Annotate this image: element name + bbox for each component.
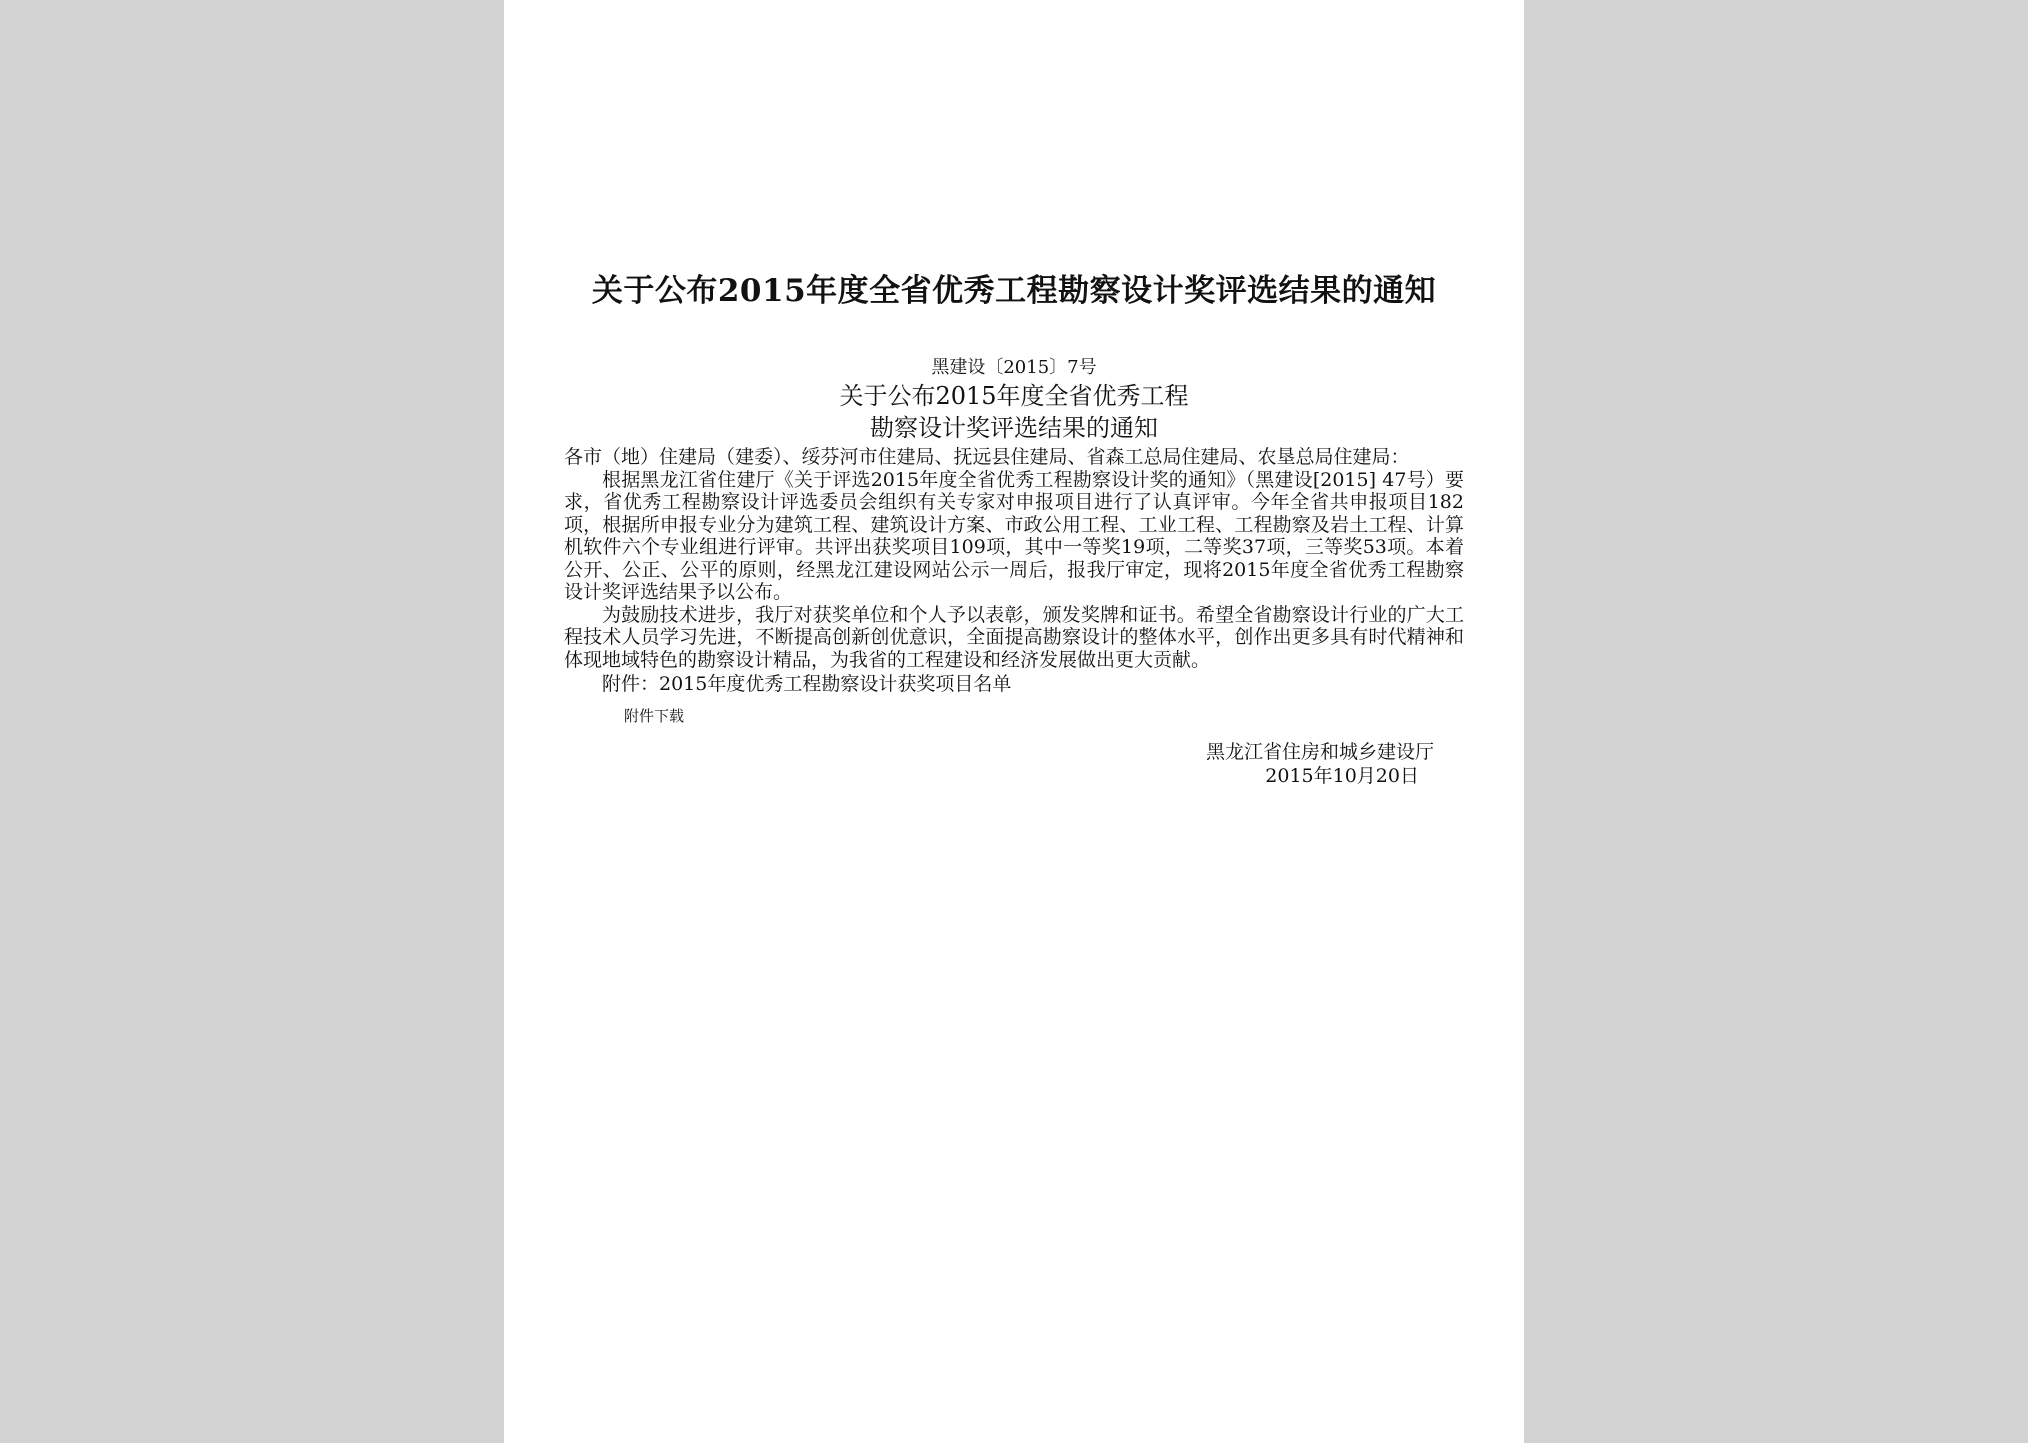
issuer-name: 黑龙江省住房和城乡建设厅 (1205, 740, 1434, 763)
document-number: 黑建设〔2015〕7号 (931, 357, 1097, 378)
document-page (504, 0, 1524, 1443)
body-paragraph-2: 为鼓励技术进步，我厅对获奖单位和个人予以表彰，颁发奖牌和证书。希望全省勘察设计行业的广大工程技术人员学习先进，不断提高创新创优意识，全面提高勘察设计的整体水平，创作出更多具有时代精神和体现地域特色的勘察设计精品，为我省的工程建设和经济发展做出更大贡献。 (564, 603, 1464, 671)
body-paragraph-1: 根据黑龙江省住建厅《关于评选2015年度全省优秀工程勘察设计奖的通知》（黑建设[2015] 47号）要求，省优秀工程勘察设计评选委员会组织有关专家对申报项目进行了认真评审。今年全省共申报项目182项，根据所申报专业分为建筑工程、建筑设计方案、市政公用工程、工业工程、工程勘察及岩土工程、计算机软件六个专业组进行评审。共评出获奖项目109项，其中一等奖19项，二等奖37项，三等奖53项。本着公开、公正、公平的原则，经黑龙江建设网站公示一周后，报我厅审定，现将2015年度全省优秀工程勘察设计奖评选结果予以公布。 (564, 468, 1464, 603)
attachment-download-link[interactable]: 附件下载 (624, 706, 685, 725)
notice-title-line-1: 关于公布2015年度全省优秀工程 (839, 382, 1189, 410)
salutation: 各市（地）住建局（建委）、绥芬河市住建局、抚远县住建局、省森工总局住建局、农垦总局住建局： (564, 446, 1410, 468)
document-content (564, 268, 1464, 788)
notice-title-line-2: 勘察设计奖评选结果的通知 (870, 414, 1158, 442)
attachment-line: 附件：2015年度优秀工程勘察设计获奖项目名单 (602, 673, 1012, 695)
signature-block (564, 740, 1464, 788)
document-title: 关于公布2015年度全省优秀工程勘察设计奖评选结果的通知 (591, 273, 1437, 309)
issue-date: 2015年10月20日 (1265, 764, 1419, 787)
